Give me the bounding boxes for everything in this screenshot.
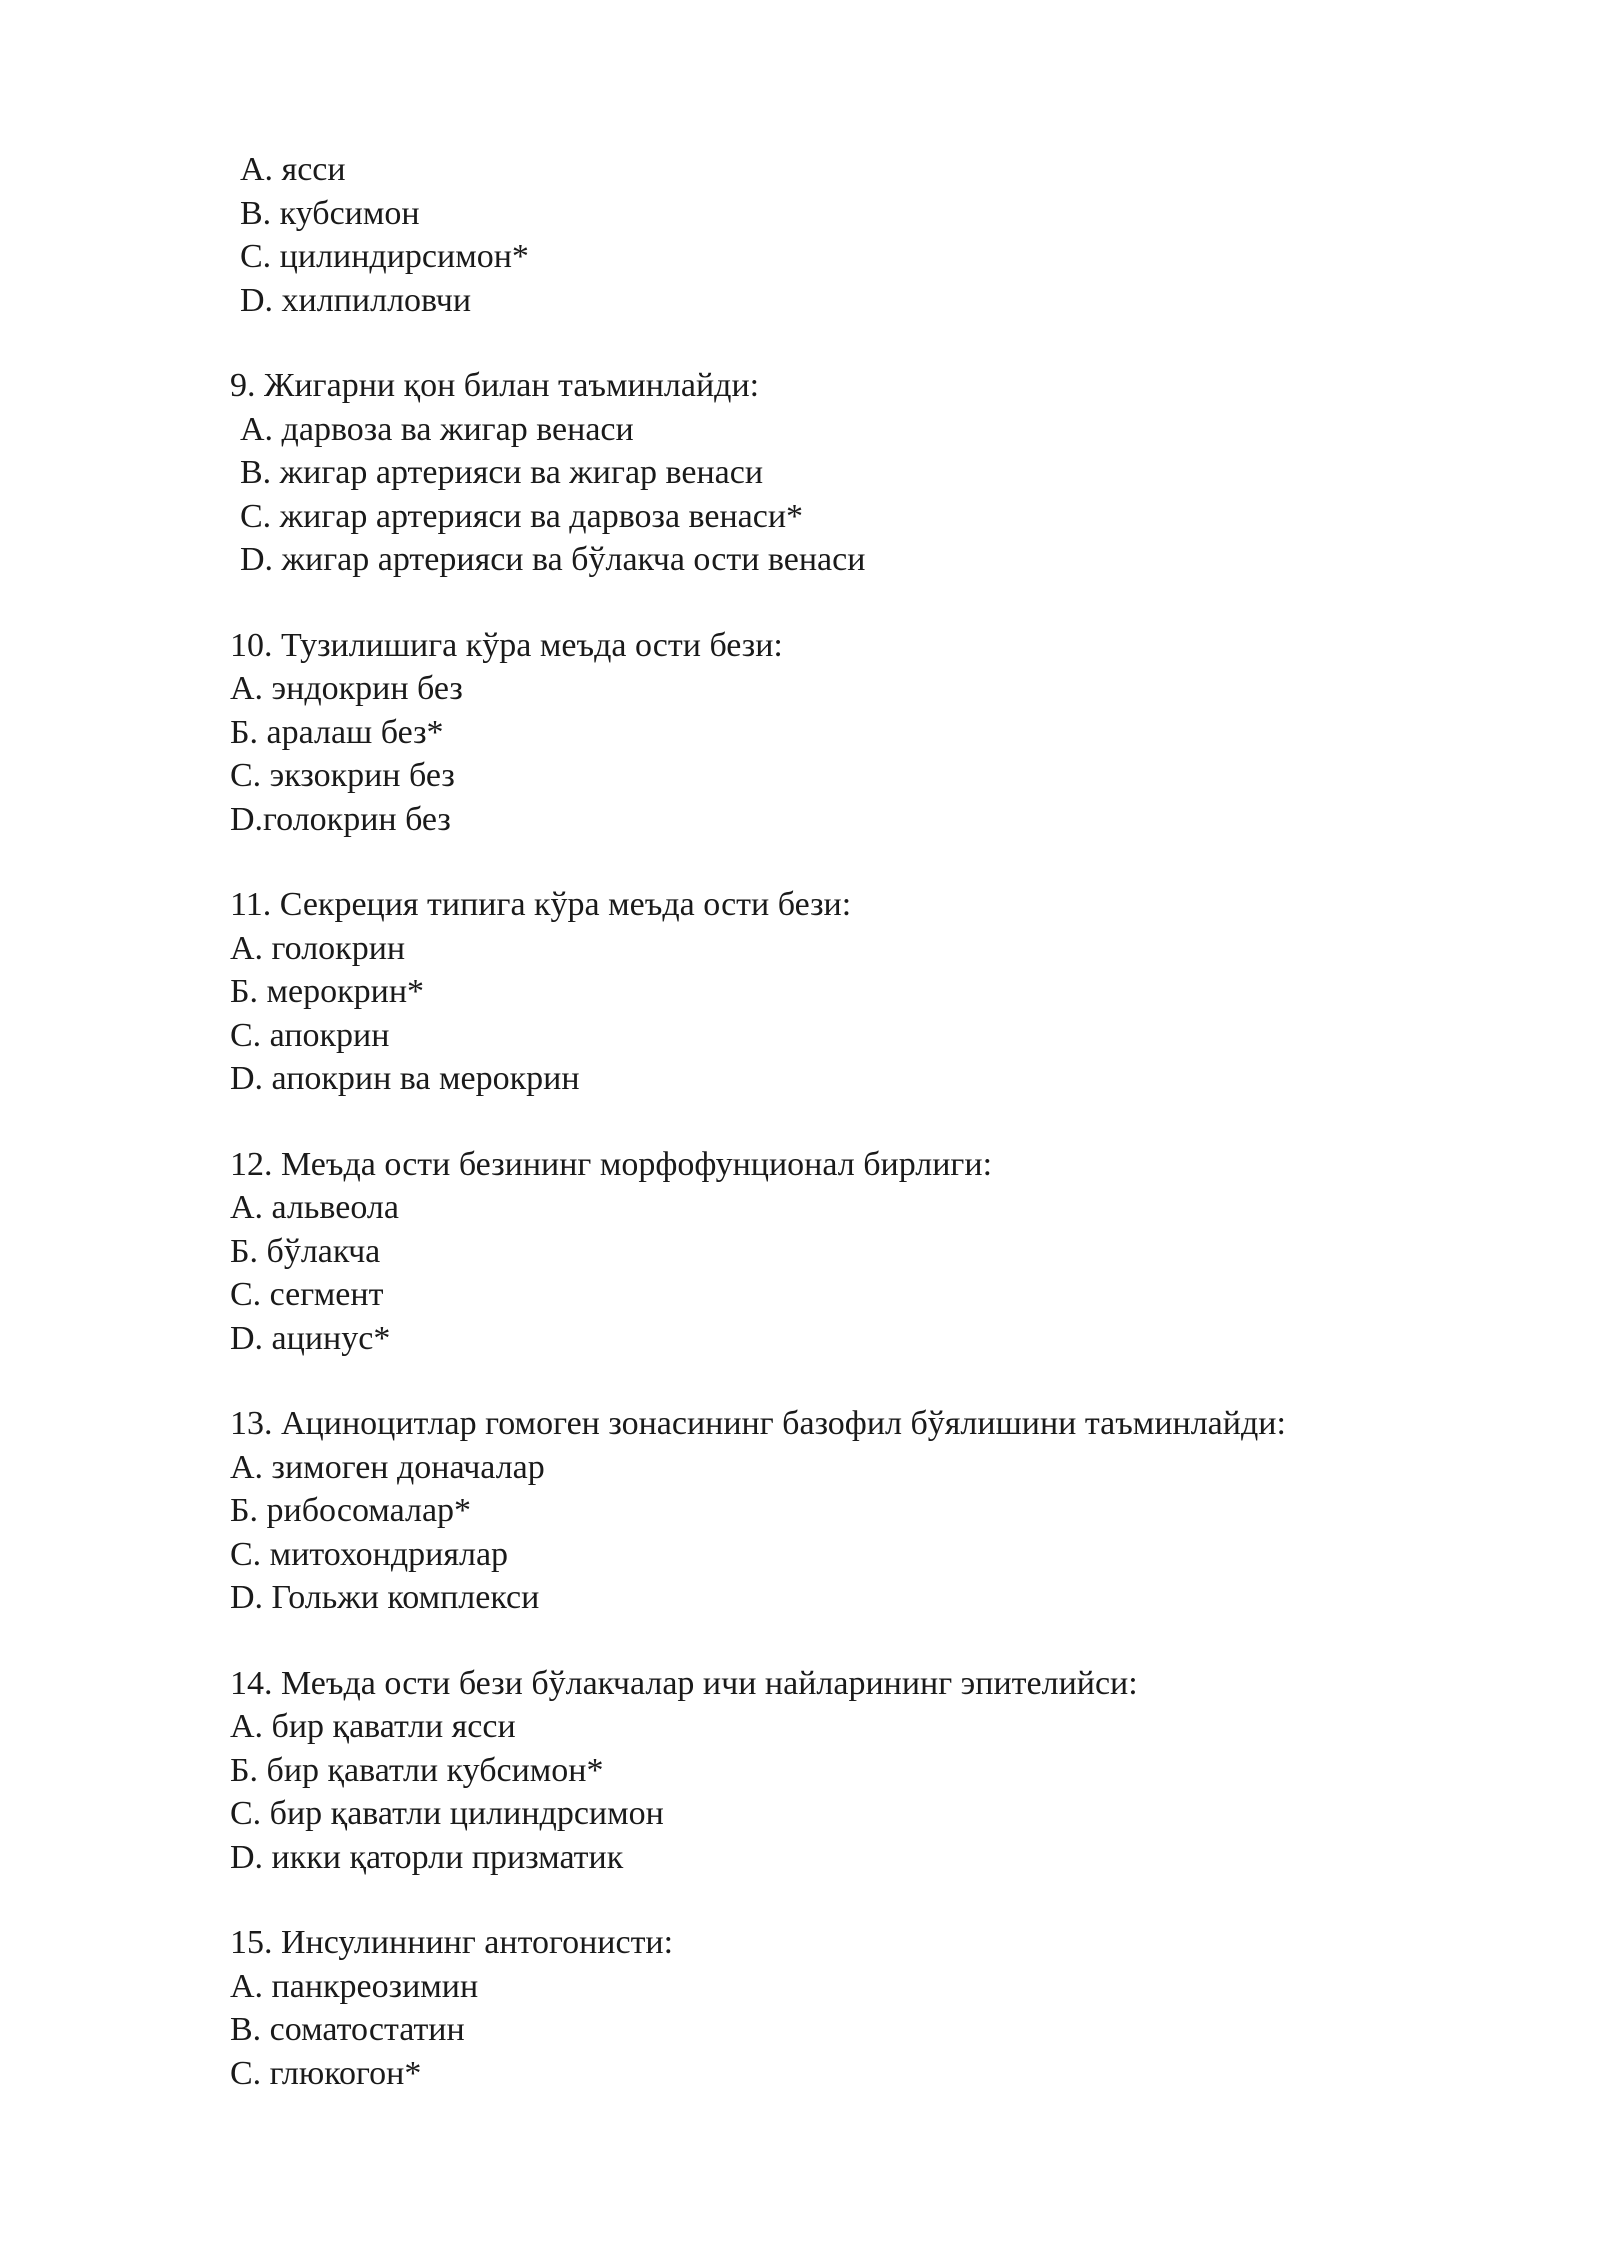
question-text: 15. Инсулиннинг антогонисти: [230,1924,674,1961]
answer-option: Б. мерокрин* [230,973,425,1010]
answer-option: D. хилпилловчи [240,281,472,319]
answer-option: A. бир қаватли ясси [230,1708,516,1745]
answer-option: Б. аралаш без* [230,713,444,751]
answer-option: D. икки қаторли призматик [230,1838,624,1876]
question-block-12 [230,1143,1530,1361]
question-block-11 [230,883,1530,1101]
answer-option: D. жигар артерияси ва бўлакча ости венаси [240,541,866,578]
question-text: 9. Жигарни қон билан таъминлайди: [230,367,760,404]
answer-option: C. глюкогон* [230,2054,422,2092]
question-text: 13. Ациноцитлар гомоген зонасининг базофил бўялишини таъминлайди: [230,1405,1286,1442]
answer-option: A. альвеола [230,1189,399,1226]
answer-option: A. панкреозимин [230,1967,479,2005]
question-text: 11. Секреция типига кўра меъда ости бези: [230,886,852,923]
question-text: 10. Тузилишига кўра меъда ости бези: [230,626,783,664]
question-block-8 [230,148,1530,322]
question-block-10 [230,624,1530,842]
question-block-15 [230,1921,1530,2095]
answer-option: B. соматостатин [230,2011,465,2048]
question-block-14 [230,1662,1530,1880]
answer-option: C. митохондриялар [230,1535,509,1573]
question-block-9 [230,364,1530,582]
answer-option: C. сегмент [230,1276,384,1313]
answer-option: Б. рибосомалар* [230,1492,472,1529]
answer-option: Б. бўлакча [230,1232,381,1270]
question-text: 14. Меъда ости бези бўлакчалар ичи найларининг эпителийси: [230,1664,1138,1702]
answer-option: A. голокрин [230,929,406,967]
answer-option: C. цилиндирсимон* [240,238,529,275]
answer-option: A. ясси [240,151,346,188]
answer-option: D. ацинус* [230,1319,391,1357]
answer-option: A. дарвоза ва жигар венаси [240,410,634,448]
question-block-13 [230,1402,1530,1620]
question-text: 12. Меъда ости безининг морфофунционал бирлиги: [230,1145,993,1183]
answer-option: A. эндокрин без [230,670,463,707]
answer-option: C. апокрин [230,1016,390,1054]
answer-option: B. кубсимон [240,194,420,232]
answer-option: C. экзокрин без [230,757,455,794]
answer-option: D. Гольжи комплекси [230,1579,540,1616]
answer-option: A. зимоген доначалар [230,1448,545,1486]
answer-option: Б. бир қаватли кубсимон* [230,1751,604,1789]
answer-option: B. жигар артерияси ва жигар венаси [240,454,764,491]
document-page [230,148,1530,2137]
answer-option: D. апокрин ва мерокрин [230,1060,580,1097]
answer-option: C. бир қаватли цилиндрсимон [230,1795,664,1832]
answer-option: C. жигар артерияси ва дарвоза венаси* [240,497,804,535]
answer-option: D.голокрин без [230,800,451,838]
